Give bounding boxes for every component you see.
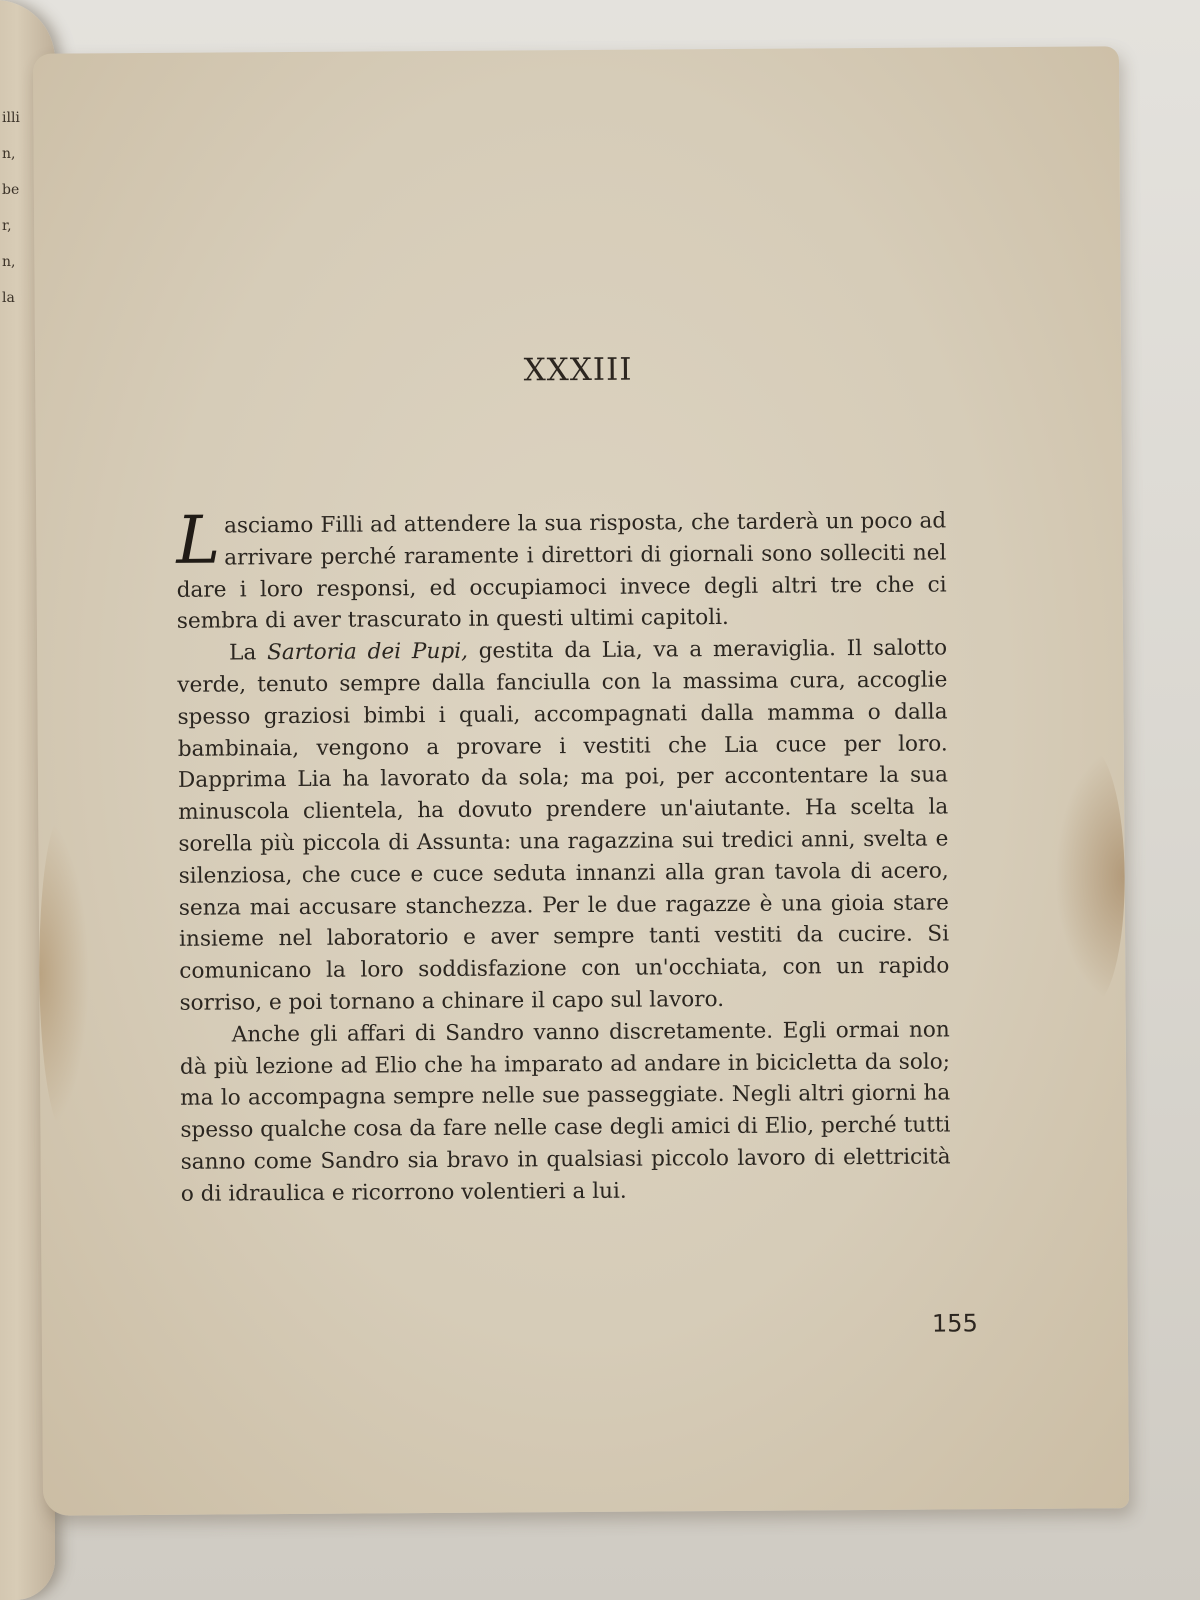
facing-fragment: n,	[2, 254, 16, 270]
foxing-stain-right	[1054, 746, 1126, 1006]
facing-fragment: n,	[2, 146, 16, 162]
paragraph-3	[180, 1014, 951, 1210]
book-page	[33, 46, 1129, 1516]
chapter-body	[176, 501, 951, 1210]
drop-cap: L	[176, 501, 221, 579]
paragraph-2-text: gestita da Lia, va a meraviglia. Il salotto verde, tenuto sempre dalla fanciulla con la massima cura, accoglie spesso graziosi bimbi i quali, accompagnati dalla mamma o dalla bambinaia, vengono a provare i vestiti che Lia cuce per loro. Dapprima Lia ha lavorato da sola; ma poi, per accontentare la sua minuscola clientela, ha dovuto prendere un'aiutante. Ha scelta la sorella più piccola di Assunta: una ragazzina sui tredici anni, svelta e silenziosa, che cuce e cuce seduta innanzi alla gran tavola di acero, senza mai accusare stanchezza. Per le due ragazze è una gioia stare insieme nel laboratorio e aver sempre tanti vestiti da cucire. Si comunicano la loro soddisfazione con un'occhiata, con un rapido sorriso, e poi tornano a chinare il capo sul lavoro.	[177, 635, 950, 1016]
facing-fragment: illi	[2, 110, 20, 126]
paragraph-1-text: asciamo Filli ad attendere la sua risposta, che tarderà un poco ad arrivare perché raramente i direttori di giornali sono solleciti nel dare i loro responsi, ed occupiamoci invece degli altri tre che ci sembra di aver trascurato in questi ultimi capitoli.	[176, 508, 947, 635]
paragraph-1	[176, 501, 947, 638]
facing-fragment: r,	[2, 218, 12, 234]
page-number: 155	[931, 1309, 978, 1338]
paragraph-3-text: Anche gli affari di Sandro vanno discretamente. Egli ormai non dà più lezione ad Elio che ha imparato ad andare in bicicletta da solo; ma lo accompagna sempre nelle sue passeggiate. Negli altri giorni ha spesso qualche cosa da fare nelle case degli amici di Elio, perché tutti sanno come Sandro sia bravo in qualsiasi piccolo lavoro di elettricità o di idraulica e ricorrono volentieri a lui.	[179, 1017, 951, 1207]
chapter-title: XXXIII	[523, 351, 633, 389]
facing-fragment: be	[2, 182, 20, 198]
facing-page-text	[2, 100, 22, 316]
paragraph-2	[177, 633, 950, 1020]
facing-fragment: la	[2, 290, 15, 306]
foxing-stain-left	[38, 813, 90, 1133]
book-title-italic: Sartoria dei Pupi,	[266, 638, 469, 666]
paragraph-2-prefix: La	[229, 640, 268, 666]
